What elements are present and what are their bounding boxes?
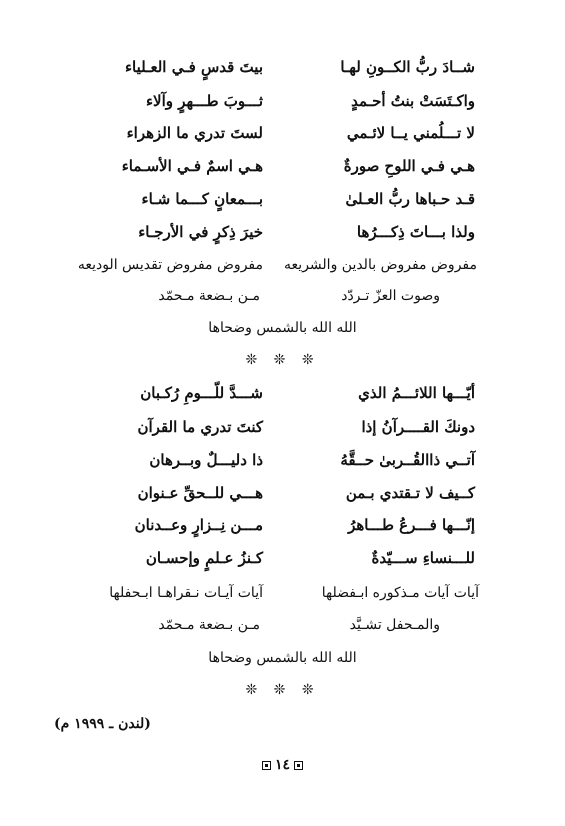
page-number-footer (0, 757, 565, 773)
s2-line-6-right: للـــنساءِ ســـيّدةٌ (371, 549, 475, 567)
s1-refrain-2-left: مـن بـضعة مـحمّد (158, 288, 260, 304)
s2-refrain-2-left: مـن بـضعة مـحمّد (158, 617, 260, 633)
s1-line-1-right: شــادَ ربُّ الكــونِ لهـا (340, 58, 475, 76)
page-number: ١٤ (274, 757, 291, 773)
s2-line-4-right: كــيف لا تـقتدي بـمن (345, 484, 475, 502)
s1-line-5-right: قـد حـباها ربُّ العـلىٰ (345, 190, 475, 208)
s1-line-6-right: ولذا بـــاتَ ذِكـــرُها (356, 223, 475, 241)
s1-refrain-1-left: مفروض مفروض تقديس الوديعه (77, 257, 263, 273)
s1-line-4-right: هـي فـي اللوحِ صورةٌ (343, 157, 475, 175)
s1-line-6-left: خيرَ ذِكرٍ في الأرجـاء (138, 223, 263, 241)
s1-line-4-left: هـي اسمٌ فـي الأسـماء (121, 157, 263, 175)
s1-line-1-left: بيتَ قدسٍ فـي العـلياء (124, 58, 263, 76)
s1-line-3-left: لستَ تدري ما الزهراء (126, 124, 263, 142)
s2-refrain-2-right: والمـحفل تشـيَّد (349, 617, 440, 633)
s1-refrain-2-right: وصوت العزّ تـردّد (341, 288, 440, 304)
s2-line-5-right: إنّـــها فـــرعُ طـــاهرُ (348, 516, 475, 534)
s2-line-1-left: شـــدَّ للّـــومِ رُكـبان (140, 384, 263, 402)
square-ornament-icon (294, 761, 303, 770)
s2-refrain-1-right: آيات آيات مـذكوره ابـفضلها (321, 585, 479, 601)
s2-closing-line: الله الله بالشمس وضحاها (208, 650, 357, 666)
s1-line-2-left: ثـــوبَ طـــهرٍ وآلاء (145, 92, 263, 110)
s2-refrain-1-left: آيات آيـات نـقراهـا ابـحفلها (109, 585, 263, 601)
s2-line-1-right: أيّـــها اللائـــمُ الذي (358, 384, 475, 402)
s2-line-3-right: آتــي ذاالقُــربىٰ حــقَّهُ (340, 451, 475, 469)
section-separator-2: ❊ ❊ ❊ (245, 682, 320, 698)
s2-line-4-left: هـــي للــحقِّ عـنوان (137, 484, 263, 502)
s2-line-2-left: كنتَ تدري ما القرآن (137, 418, 263, 436)
s1-line-3-right: لا تـــلُمني يــا لائـمي (346, 124, 475, 142)
square-ornament-icon (262, 761, 271, 770)
section-separator-1: ❊ ❊ ❊ (245, 352, 320, 368)
s2-line-6-left: كـنزُ عـلمٍ وإحسـان (145, 549, 263, 567)
s1-line-5-left: بـــمعانٍ كـــما شـاء (141, 190, 263, 208)
s2-line-5-left: مـــن نِــزارٍ وعــدنان (134, 516, 263, 534)
s2-line-2-right: دونكَ القــــرآنُ إذا (361, 418, 475, 436)
s1-closing-line: الله الله بالشمس وضحاها (208, 320, 357, 336)
s1-line-2-right: واكـتَسَتْ بنتُ أحـمدٍ (351, 92, 475, 110)
date-note: (لندن ـ ١٩٩٩ م) (54, 716, 151, 732)
s1-refrain-1-right: مفروض مفروض بالدين والشريعه (284, 257, 477, 273)
s2-line-3-left: ذا دليـــلٌ وبــرهان (149, 451, 263, 469)
